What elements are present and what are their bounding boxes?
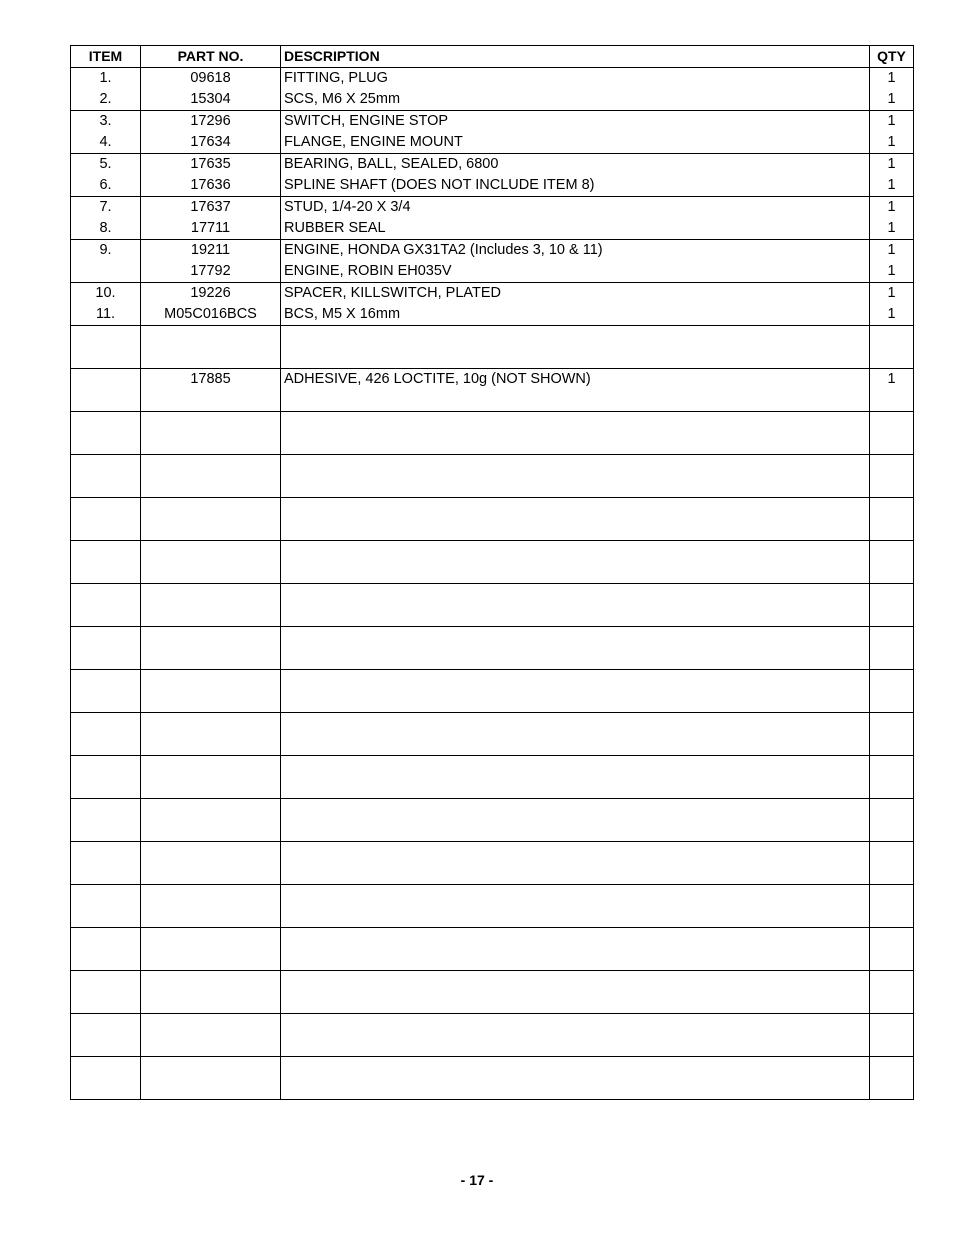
row-item	[71, 1014, 141, 1036]
row-description	[281, 584, 870, 606]
table-row	[71, 1035, 914, 1057]
row-qty: 1	[870, 304, 914, 326]
table-row	[71, 691, 914, 713]
table-row	[71, 584, 914, 606]
row-description	[281, 1014, 870, 1036]
row-item: 10.	[71, 283, 141, 305]
row-description	[281, 777, 870, 799]
row-item	[71, 691, 141, 713]
row-qty: 1	[870, 261, 914, 283]
row-qty	[870, 756, 914, 778]
table-row	[71, 777, 914, 799]
page-number: - 17 -	[460, 1172, 494, 1188]
header-row	[71, 46, 914, 68]
row-item	[71, 885, 141, 907]
row-qty	[870, 820, 914, 842]
row-item	[71, 605, 141, 627]
row-description	[281, 648, 870, 670]
row-description	[281, 799, 870, 821]
row-part-no	[141, 326, 281, 348]
row-description: BCS, M5 X 16mm	[281, 304, 870, 326]
row-description: BEARING, BALL, SEALED, 6800	[281, 154, 870, 176]
row-description	[281, 734, 870, 756]
table-row	[71, 347, 914, 369]
row-part-no	[141, 390, 281, 412]
row-qty: 1	[870, 240, 914, 262]
row-item: 6.	[71, 175, 141, 197]
row-part-no	[141, 1014, 281, 1036]
row-description	[281, 562, 870, 584]
row-part-no	[141, 691, 281, 713]
table-row	[71, 971, 914, 993]
table-row	[71, 949, 914, 971]
table-row	[71, 885, 914, 907]
row-description	[281, 842, 870, 864]
row-part-no: 17792	[141, 261, 281, 283]
row-description	[281, 390, 870, 412]
row-part-no	[141, 777, 281, 799]
table-row	[71, 1057, 914, 1079]
table-row	[71, 89, 914, 111]
table-row	[71, 562, 914, 584]
row-part-no	[141, 1057, 281, 1079]
row-item	[71, 928, 141, 950]
row-item	[71, 498, 141, 520]
row-part-no: 17711	[141, 218, 281, 240]
row-qty	[870, 1014, 914, 1036]
table-row	[71, 670, 914, 692]
row-part-no	[141, 433, 281, 455]
row-part-no	[141, 842, 281, 864]
row-item	[71, 842, 141, 864]
row-part-no	[141, 756, 281, 778]
row-item: 5.	[71, 154, 141, 176]
table-row	[71, 326, 914, 348]
row-item	[71, 390, 141, 412]
row-item	[71, 476, 141, 498]
row-item	[71, 906, 141, 928]
row-item	[71, 433, 141, 455]
row-qty: 1	[870, 89, 914, 111]
table-row	[71, 627, 914, 649]
row-part-no	[141, 519, 281, 541]
row-item	[71, 519, 141, 541]
row-description	[281, 756, 870, 778]
row-part-no: 17634	[141, 132, 281, 154]
row-qty	[870, 562, 914, 584]
row-description: SCS, M6 X 25mm	[281, 89, 870, 111]
row-part-no	[141, 971, 281, 993]
row-part-no: 09618	[141, 68, 281, 90]
row-item	[71, 756, 141, 778]
row-part-no: 17637	[141, 197, 281, 219]
row-qty: 1	[870, 154, 914, 176]
table-row	[71, 1078, 914, 1100]
row-qty	[870, 519, 914, 541]
row-part-no	[141, 928, 281, 950]
row-qty	[870, 648, 914, 670]
row-description	[281, 713, 870, 735]
table-row	[71, 304, 914, 326]
row-part-no	[141, 1078, 281, 1100]
row-description	[281, 498, 870, 520]
row-description	[281, 1078, 870, 1100]
row-item	[71, 369, 141, 391]
row-part-no: 19211	[141, 240, 281, 262]
row-part-no	[141, 455, 281, 477]
row-part-no	[141, 820, 281, 842]
row-part-no: 17635	[141, 154, 281, 176]
row-part-no	[141, 412, 281, 434]
row-part-no	[141, 498, 281, 520]
row-description: FLANGE, ENGINE MOUNT	[281, 132, 870, 154]
table-row	[71, 218, 914, 240]
row-part-no	[141, 562, 281, 584]
row-item	[71, 584, 141, 606]
row-qty	[870, 455, 914, 477]
row-part-no	[141, 799, 281, 821]
row-item	[71, 648, 141, 670]
row-qty: 1	[870, 197, 914, 219]
row-qty	[870, 971, 914, 993]
row-item	[71, 1035, 141, 1057]
table-row	[71, 842, 914, 864]
row-description	[281, 992, 870, 1014]
row-item: 4.	[71, 132, 141, 154]
table-row	[71, 928, 914, 950]
row-part-no	[141, 584, 281, 606]
row-part-no: 17885	[141, 369, 281, 391]
row-item	[71, 992, 141, 1014]
table-row	[71, 132, 914, 154]
table-row	[71, 992, 914, 1014]
row-qty	[870, 541, 914, 563]
row-qty	[870, 713, 914, 735]
row-part-no: 17636	[141, 175, 281, 197]
table-row	[71, 283, 914, 305]
row-qty	[870, 777, 914, 799]
row-part-no	[141, 863, 281, 885]
table-row	[71, 369, 914, 391]
row-description: ADHESIVE, 426 LOCTITE, 10g (NOT SHOWN)	[281, 369, 870, 391]
row-qty: 1	[870, 132, 914, 154]
row-item: 9.	[71, 240, 141, 262]
table-row	[71, 863, 914, 885]
table-row	[71, 175, 914, 197]
row-qty	[870, 326, 914, 348]
row-item	[71, 734, 141, 756]
table-row	[71, 390, 914, 412]
row-qty	[870, 691, 914, 713]
row-description	[281, 971, 870, 993]
row-description	[281, 1057, 870, 1079]
row-part-no: 15304	[141, 89, 281, 111]
row-description	[281, 605, 870, 627]
row-item	[71, 820, 141, 842]
row-qty	[870, 1057, 914, 1079]
row-qty	[870, 928, 914, 950]
header-part-no: PART NO.	[141, 46, 281, 68]
row-item	[71, 541, 141, 563]
row-description	[281, 906, 870, 928]
row-qty	[870, 734, 914, 756]
table-row	[71, 433, 914, 455]
row-description	[281, 820, 870, 842]
row-description: SWITCH, ENGINE STOP	[281, 111, 870, 133]
table-row	[71, 455, 914, 477]
row-item	[71, 949, 141, 971]
row-qty	[870, 992, 914, 1014]
row-qty	[870, 498, 914, 520]
row-description	[281, 627, 870, 649]
row-qty	[870, 1078, 914, 1100]
table-row	[71, 906, 914, 928]
row-qty	[870, 906, 914, 928]
row-qty	[870, 627, 914, 649]
row-description	[281, 863, 870, 885]
row-part-no	[141, 713, 281, 735]
row-item: 7.	[71, 197, 141, 219]
row-qty: 1	[870, 283, 914, 305]
row-part-no: M05C016BCS	[141, 304, 281, 326]
row-part-no	[141, 885, 281, 907]
row-part-no	[141, 476, 281, 498]
table-row	[71, 154, 914, 176]
row-item	[71, 863, 141, 885]
row-item	[71, 1057, 141, 1079]
row-description: ENGINE, HONDA GX31TA2 (Includes 3, 10 & 11)	[281, 240, 870, 262]
row-item	[71, 670, 141, 692]
row-qty	[870, 605, 914, 627]
row-item: 2.	[71, 89, 141, 111]
table-row	[71, 605, 914, 627]
table-row	[71, 498, 914, 520]
parts-table	[70, 45, 914, 1100]
row-qty	[870, 670, 914, 692]
row-part-no	[141, 648, 281, 670]
row-item: 8.	[71, 218, 141, 240]
row-qty	[870, 584, 914, 606]
row-item	[71, 455, 141, 477]
table-row	[71, 734, 914, 756]
row-qty: 1	[870, 111, 914, 133]
table-row	[71, 756, 914, 778]
row-part-no	[141, 734, 281, 756]
table-row	[71, 412, 914, 434]
row-description: SPACER, KILLSWITCH, PLATED	[281, 283, 870, 305]
row-description	[281, 928, 870, 950]
table-row	[71, 476, 914, 498]
row-qty	[870, 863, 914, 885]
row-qty	[870, 1035, 914, 1057]
row-qty: 1	[870, 369, 914, 391]
row-qty: 1	[870, 175, 914, 197]
row-item	[71, 777, 141, 799]
row-description: STUD, 1/4-20 X 3/4	[281, 197, 870, 219]
row-description	[281, 885, 870, 907]
row-part-no: 19226	[141, 283, 281, 305]
table-row	[71, 240, 914, 262]
row-item	[71, 1078, 141, 1100]
parts-body	[71, 68, 914, 1100]
row-description	[281, 519, 870, 541]
row-description	[281, 326, 870, 348]
row-item	[71, 627, 141, 649]
row-qty	[870, 885, 914, 907]
table-row	[71, 519, 914, 541]
table-row	[71, 713, 914, 735]
row-item	[71, 412, 141, 434]
row-item	[71, 713, 141, 735]
row-description: SPLINE SHAFT (DOES NOT INCLUDE ITEM 8)	[281, 175, 870, 197]
row-qty	[870, 476, 914, 498]
row-description: ENGINE, ROBIN EH035V	[281, 261, 870, 283]
row-description	[281, 541, 870, 563]
row-qty	[870, 412, 914, 434]
row-item	[71, 326, 141, 348]
row-part-no	[141, 605, 281, 627]
row-description	[281, 476, 870, 498]
row-item: 1.	[71, 68, 141, 90]
row-part-no	[141, 949, 281, 971]
table-row	[71, 261, 914, 283]
row-qty	[870, 842, 914, 864]
row-description	[281, 670, 870, 692]
header-qty: QTY	[870, 46, 914, 68]
row-part-no	[141, 992, 281, 1014]
row-description	[281, 949, 870, 971]
row-description	[281, 691, 870, 713]
row-item	[71, 347, 141, 369]
row-part-no	[141, 906, 281, 928]
row-item	[71, 799, 141, 821]
table-row	[71, 541, 914, 563]
row-part-no	[141, 1035, 281, 1057]
table-row	[71, 1014, 914, 1036]
row-part-no	[141, 541, 281, 563]
row-item: 3.	[71, 111, 141, 133]
header-item: ITEM	[71, 46, 141, 68]
row-part-no	[141, 670, 281, 692]
row-qty: 1	[870, 68, 914, 90]
table-row	[71, 799, 914, 821]
row-description	[281, 412, 870, 434]
row-description	[281, 455, 870, 477]
row-item	[71, 562, 141, 584]
row-qty	[870, 433, 914, 455]
row-part-no	[141, 627, 281, 649]
row-item	[71, 971, 141, 993]
table-row	[71, 820, 914, 842]
header-description: DESCRIPTION	[281, 46, 870, 68]
row-qty	[870, 799, 914, 821]
table-row	[71, 648, 914, 670]
row-description: FITTING, PLUG	[281, 68, 870, 90]
row-qty	[870, 390, 914, 412]
row-description	[281, 433, 870, 455]
row-qty: 1	[870, 218, 914, 240]
table-row	[71, 197, 914, 219]
row-description: RUBBER SEAL	[281, 218, 870, 240]
row-description	[281, 1035, 870, 1057]
row-item: 11.	[71, 304, 141, 326]
row-description	[281, 347, 870, 369]
table-row	[71, 68, 914, 90]
table-row	[71, 111, 914, 133]
row-item	[71, 261, 141, 283]
row-part-no	[141, 347, 281, 369]
row-qty	[870, 949, 914, 971]
row-part-no: 17296	[141, 111, 281, 133]
row-qty	[870, 347, 914, 369]
